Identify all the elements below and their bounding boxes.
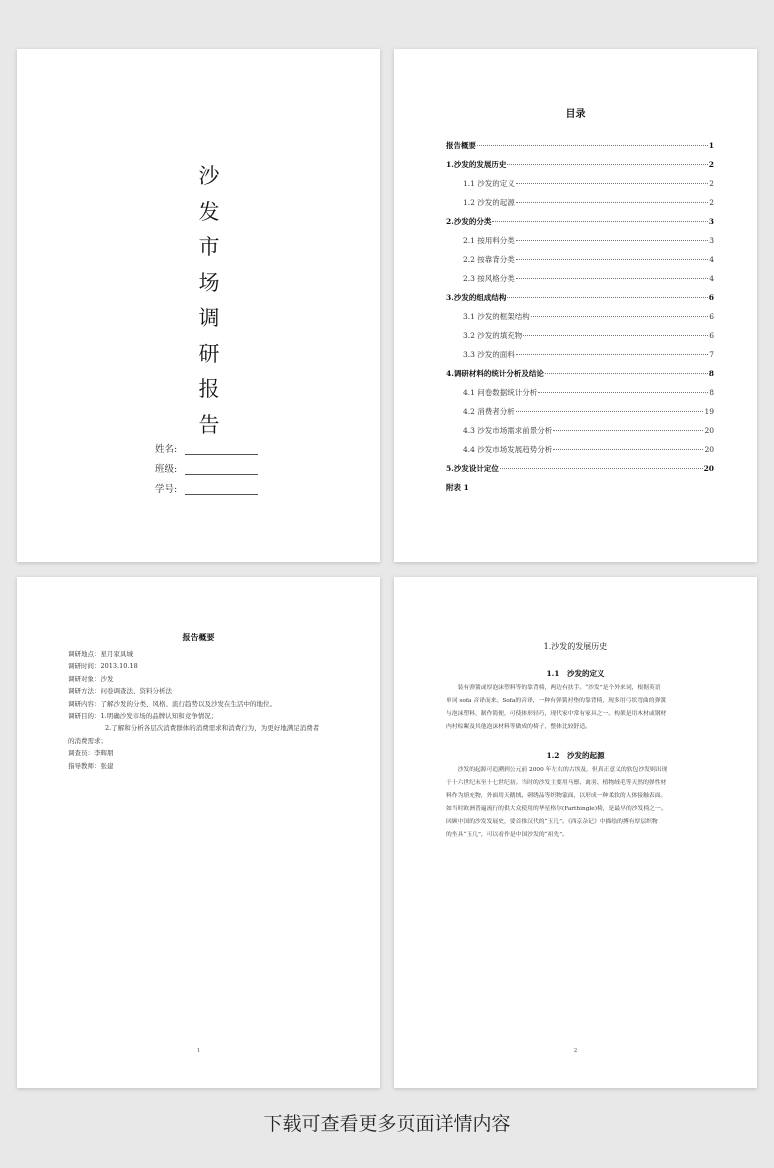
- summary-line: 调研方法：问卷调查法、资料分析法: [68, 687, 172, 696]
- toc-leader-dots: [516, 411, 704, 412]
- toc-entry-text: 4.调研材料的统计分析及结论: [446, 369, 544, 378]
- toc-entry-text: 1.沙发的发展历史: [446, 160, 507, 169]
- toc-entry-text: 4.3 沙发市场需求前景分析: [463, 426, 553, 435]
- toc-leader-dots: [516, 240, 708, 241]
- toc-leader-dots: [507, 164, 707, 165]
- toc-entry[interactable]: [446, 444, 714, 463]
- toc-entry[interactable]: [446, 197, 714, 216]
- toc-entry-text: 4.4 沙发市场发展趋势分析: [463, 445, 553, 454]
- toc-title: 目录: [565, 109, 586, 120]
- history-title: 1.沙发的发展历史: [543, 642, 608, 651]
- cover-fields: [155, 435, 258, 495]
- toc-leader-dots: [516, 259, 708, 260]
- toc-entry-page: 3: [709, 236, 714, 245]
- toc-entry-page: 6: [709, 331, 714, 340]
- field-underline: [185, 464, 258, 475]
- toc-entry-text: 2.1 按用料分类: [463, 236, 515, 245]
- history-page: [394, 577, 757, 1088]
- toc-leader-dots: [523, 335, 708, 336]
- toc-entry-text: 4.1 问卷数据统计分析: [463, 388, 538, 397]
- toc-entry-text: 5.沙发设计定位: [446, 464, 499, 473]
- summary-title: 报告概要: [182, 632, 215, 642]
- toc-entry[interactable]: [446, 349, 714, 368]
- toc-leader-dots: [553, 430, 703, 431]
- section-heading: 1.1 沙发的定义: [546, 669, 605, 678]
- toc-leader-dots: [500, 468, 703, 469]
- download-more-text: 下载可查看更多页面详情内容: [263, 1113, 511, 1135]
- toc-entry-text: 3.沙发的组成结构: [446, 293, 507, 302]
- toc-entry-page: 3: [708, 217, 714, 226]
- toc-entry[interactable]: [446, 311, 714, 330]
- definition-paragraph: [446, 682, 714, 734]
- summary-line: 调研目的：1.明确沙发市场的品牌认知和竞争情况；: [68, 711, 218, 720]
- summary-body: [68, 648, 353, 772]
- toc-leader-dots: [516, 183, 708, 184]
- paragraph-line: 内衬棕絮及其他泡沫材料等做成的椅子，整体比较舒适。: [446, 724, 591, 731]
- cover-title-char: 研: [198, 341, 220, 366]
- field-label: 姓名:: [155, 444, 178, 455]
- summary-line: 2.了解和分析各层次消费群体的消费需求和消费行为，为更好地满足消费者: [105, 724, 320, 733]
- summary-line: 调研对象：沙发: [68, 674, 114, 683]
- page-number: 1: [196, 1048, 201, 1054]
- toc-leader-dots: [538, 392, 708, 393]
- toc-leader-dots: [516, 278, 708, 279]
- cover-page: [17, 49, 380, 562]
- summary-line: 调研时间：2013.10.18: [68, 662, 138, 671]
- name-field: [155, 435, 258, 455]
- paragraph-line: 沙发的起源可追溯到公元前 2000 年左右的古埃及，但真正意义的软包沙发则出现: [446, 767, 668, 773]
- cover-title-char: 市: [198, 235, 220, 259]
- cover-title: [194, 159, 224, 443]
- toc-entry[interactable]: [446, 463, 714, 482]
- toc-entry-page: 2: [709, 179, 714, 188]
- toc-entry[interactable]: [446, 406, 714, 425]
- toc-entry-page: 19: [704, 407, 714, 416]
- toc-entry[interactable]: [446, 330, 714, 349]
- toc-leader-dots: [553, 449, 703, 450]
- field-underline: [185, 444, 258, 455]
- toc-entry-page: 20: [704, 445, 714, 454]
- class-field: [155, 455, 258, 475]
- toc-entry[interactable]: [446, 216, 714, 235]
- toc-entry[interactable]: [446, 178, 714, 197]
- cover-title-char: 报: [198, 377, 220, 401]
- toc-entry[interactable]: [446, 140, 714, 159]
- paragraph-line: 如当时欧洲普遍流行的供大众使用的华星格尔(Farthingle)椅，是最早的沙发椅之一。: [446, 806, 667, 813]
- toc-entry-text: 报告概要: [446, 141, 476, 150]
- field-underline: [185, 484, 258, 495]
- toc-entry-page: 8: [708, 369, 714, 378]
- toc-entry-text: 附表 1: [446, 483, 469, 492]
- toc-entry[interactable]: [446, 425, 714, 444]
- toc-entry-page: 20: [704, 426, 714, 435]
- cover-title-char: 场: [198, 270, 220, 295]
- section-heading: 1.2 沙发的起源: [546, 751, 605, 760]
- toc-leader-dots: [516, 202, 708, 203]
- toc-entry-text: 2.沙发的分类: [446, 217, 492, 226]
- toc-entry-page: 6: [708, 293, 714, 302]
- toc-entry[interactable]: [446, 368, 714, 387]
- toc-entry-text: 2.2 按靠背分类: [463, 255, 515, 264]
- toc-entry-page: 8: [709, 388, 714, 397]
- toc-entry-text: 2.3 按风格分类: [463, 274, 515, 283]
- summary-line: 指导教师：张建: [68, 761, 114, 770]
- paragraph-line: 于十六世纪末至十七世纪初。当时的沙发主要用马鬃、禽羽、植物绒毛等天然的弹性材: [446, 780, 667, 787]
- field-label: 学号:: [155, 484, 178, 495]
- toc-entry[interactable]: [446, 482, 714, 501]
- cover-title-char: 发: [198, 199, 220, 224]
- summary-line: 调研内容：了解沙发的分类、风格、流行趋势以及沙发在生活中的地位。: [68, 699, 276, 708]
- summary-page: [17, 577, 380, 1088]
- toc-leader-dots: [507, 297, 707, 298]
- toc-entry-text: 3.3 沙发的面料: [463, 350, 515, 359]
- toc-leader-dots: [477, 145, 708, 146]
- page-number: 2: [573, 1048, 578, 1054]
- toc-entry-text: 3.2 沙发的填充物: [463, 331, 523, 340]
- paragraph-line: 回顾中国的沙发发展史，要首推汉代的“玉几”。《西京杂记》中描绘的搏有厚层织物: [446, 819, 658, 826]
- toc-entry-page: 7: [709, 350, 714, 359]
- cover-title-char: 告: [198, 412, 220, 437]
- toc-entry-text: 1.2 沙发的起源: [463, 198, 515, 207]
- paragraph-line: 的坐具“玉几”，可以看作是中国沙发的“祖先”。: [446, 832, 568, 839]
- toc-entry-page: 20: [703, 464, 714, 473]
- origin-paragraph: [446, 764, 714, 843]
- cover-title-char: 调: [198, 306, 220, 330]
- toc-entry-page: 4: [709, 255, 714, 264]
- toc-entry[interactable]: [446, 235, 714, 254]
- toc-leader-dots: [516, 354, 708, 355]
- toc-entry-page: 2: [709, 198, 714, 207]
- toc-leader-dots: [545, 373, 708, 374]
- toc-entry-page: 6: [709, 312, 714, 321]
- toc-list: [446, 140, 714, 501]
- paragraph-line: 料作为填充物，外面用天鹅绒、刺绣品等织物蒙面，以形成一种柔软的人体接触表面。: [446, 793, 667, 800]
- toc-entry-text: 4.2 消费者分析: [463, 407, 515, 416]
- toc-entry-page: 1: [708, 141, 714, 150]
- toc-entry-text: 3.1 沙发的框架结构: [463, 312, 530, 321]
- toc-entry[interactable]: [446, 292, 714, 311]
- paragraph-line: 单词 sofa 音译而来。Sofa的音译，一种有弹簧衬垫的靠背椅，现多用弓状弯曲的弹簧: [446, 698, 667, 705]
- paragraph-line: 装有弹簧或厚泡沫塑料等的靠背椅，两边有扶手。“沙发”是个外来词，根据英语: [446, 685, 661, 691]
- toc-entry[interactable]: [446, 387, 714, 406]
- toc-leader-dots: [492, 221, 707, 222]
- summary-line: 的消费需求；: [68, 736, 107, 745]
- toc-entry-text: 1.1 沙发的定义: [463, 179, 515, 188]
- toc-entry[interactable]: [446, 159, 714, 178]
- paragraph-line: 与泡沫塑料，制作简便，可使体形轻巧，现代家中常有家具之一。构架是用木材或钢材: [446, 711, 667, 718]
- summary-line: 调研地点：星月家具城: [68, 650, 133, 658]
- toc-entry[interactable]: [446, 273, 714, 292]
- student-id-field: [155, 475, 258, 495]
- summary-line: 调查员：李辉朋: [68, 749, 114, 758]
- toc-leader-dots: [531, 316, 708, 317]
- cover-title-char: 沙: [198, 164, 220, 188]
- toc-page: [394, 49, 757, 562]
- toc-entry-page: 4: [709, 274, 714, 283]
- toc-entry-page: 2: [708, 160, 714, 169]
- field-label: 班级:: [155, 464, 178, 475]
- toc-entry[interactable]: [446, 254, 714, 273]
